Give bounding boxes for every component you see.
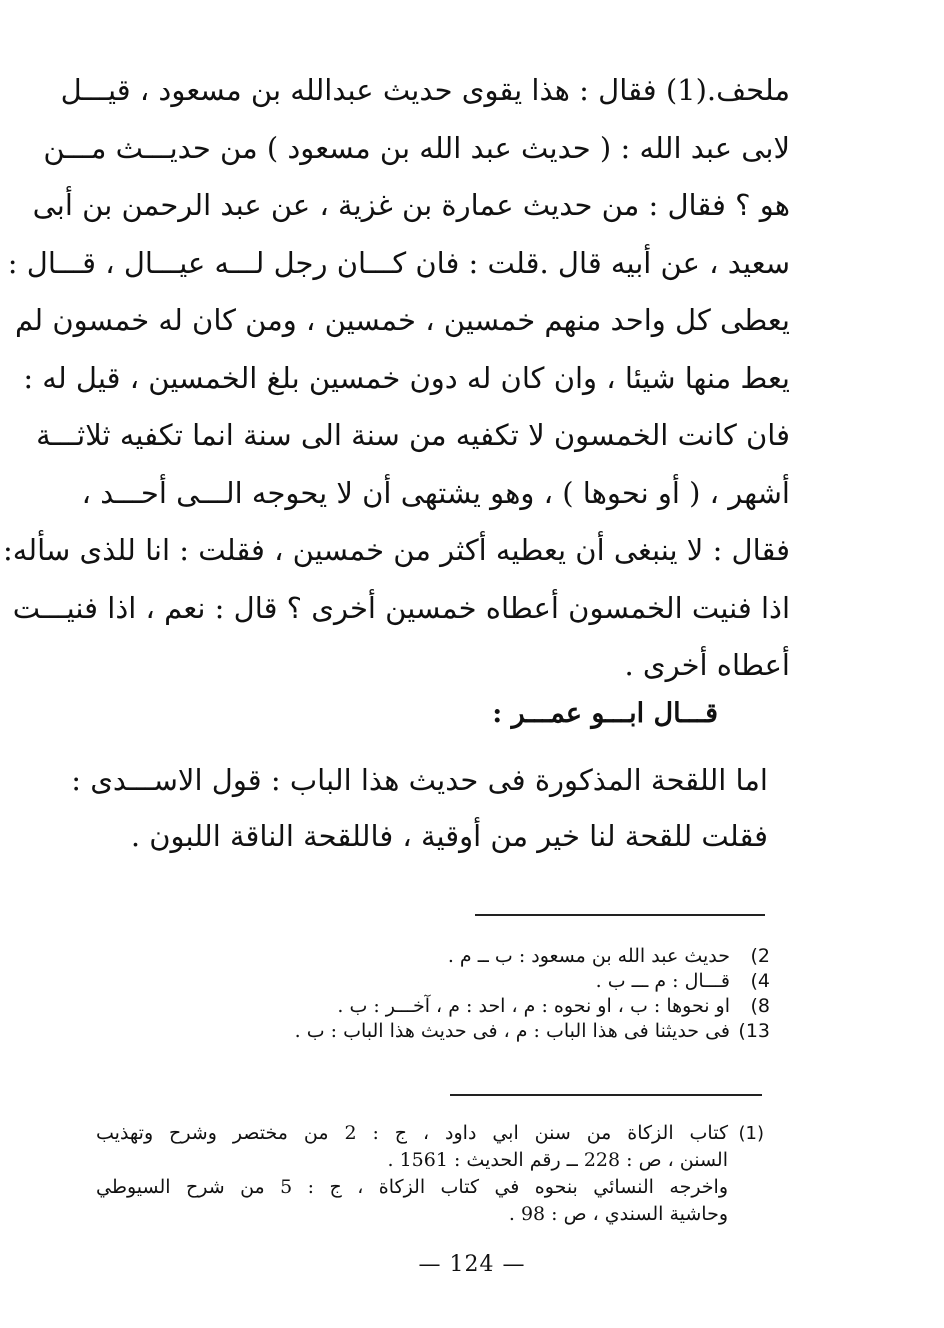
page-number: — 124 — bbox=[418, 1252, 526, 1277]
footnote-item bbox=[96, 1120, 764, 1228]
text-line: أشهر ، ( أو نحوها ) ، وهو يشتهى أن لا يحوجه الـــى أحـــد ، bbox=[81, 475, 790, 510]
footnote-line: كتاب الزكاة من سنن ابي داود ، ج : 2 من مختصر وشرح وتهذيب bbox=[96, 1122, 728, 1144]
variant-text: فى حديثنا فى هذا الباب : م ، فى حديث هذا الباب : ب . bbox=[294, 1020, 730, 1042]
variant-text: حديث عبد الله بن مسعود : ب ــ م . bbox=[447, 945, 730, 967]
footnote-line: وحاشية السندي ، ص : 98 . bbox=[508, 1203, 728, 1225]
footnote-text bbox=[96, 1120, 728, 1228]
text-line: يعط منها شيئا ، وان كان له دون خمسين بلغ الخمسين ، قيل له : bbox=[23, 360, 790, 395]
quote-line: فقلت للقحة لنا خير من أوقية ، فاللقحة الناقة اللبون . bbox=[130, 819, 768, 853]
variant-item bbox=[160, 969, 770, 994]
variant-text: او نحوها : ب ، او نحوه : م ، احد : م ، آخـــر : ب . bbox=[337, 995, 730, 1017]
text-line: هو ؟ فقال : من حديث عمارة بن غزية ، عن عبد الرحمن بن أبى bbox=[32, 188, 790, 222]
text-line: لابى عبد الله : ( حديث عبد الله بن مسعود ) من حديـــث مـــن bbox=[43, 130, 790, 165]
textual-variants bbox=[160, 944, 770, 1044]
text-line: فقال : لا ينبغى أن يعطيه أكثر من خمسين ، فقلت : انا للذى سأله: bbox=[2, 533, 790, 567]
text-line: فان كانت الخمسون لا تكفيه من سنة الى سنة انما تكفيه ثلاثـــة bbox=[36, 418, 790, 452]
variant-line-number: 4) bbox=[750, 970, 770, 992]
text-line: يعطى كل واحد منهم خمسين ، خمسين ، ومن كان له خمسون لم bbox=[15, 303, 790, 337]
variants-divider bbox=[475, 914, 765, 916]
section-heading: قـــال ابـــو عمـــر : bbox=[492, 698, 718, 729]
footnotes bbox=[96, 1120, 764, 1228]
text-line: ملحف.(1) فقال : هذا يقوى حديث عبدالله بن مسعود ، قيـــل bbox=[60, 73, 790, 107]
footnote-line: واخرجه النسائي بنحوه في كتاب الزكاة ، ج : 5 من شرح السيوطي bbox=[96, 1176, 728, 1198]
quote-block bbox=[71, 752, 768, 864]
variant-text: قـــال : م ـــ ب . bbox=[595, 970, 730, 992]
text-line: أعطاه أخرى . bbox=[624, 648, 790, 682]
variant-line-number: 8) bbox=[750, 995, 770, 1017]
footnote-line: السنن ، ص : 228 ــ رقم الحديث : 1561 . bbox=[387, 1149, 728, 1171]
variant-item bbox=[160, 944, 770, 969]
text-line: اذا فنيت الخمسون أعطاه خمسين أخرى ؟ قال : نعم ، اذا فنيـــت bbox=[12, 590, 790, 625]
quote-line: اما اللقحة المذكورة فى حديث هذا الباب : قول الاســـدى : bbox=[71, 763, 768, 797]
variant-item bbox=[160, 1019, 770, 1044]
main-text-block bbox=[2, 62, 790, 695]
text-line: سعيد ، عن أبيه قال .قلت : فان كـــان رجل لـــه عيـــال ، قـــال : bbox=[7, 245, 790, 280]
footnote-number: (1) bbox=[738, 1123, 764, 1144]
variant-item bbox=[160, 994, 770, 1019]
variant-line-number: 13) bbox=[738, 1020, 770, 1042]
variant-line-number: 2) bbox=[750, 945, 770, 967]
footnote-divider bbox=[450, 1094, 762, 1096]
